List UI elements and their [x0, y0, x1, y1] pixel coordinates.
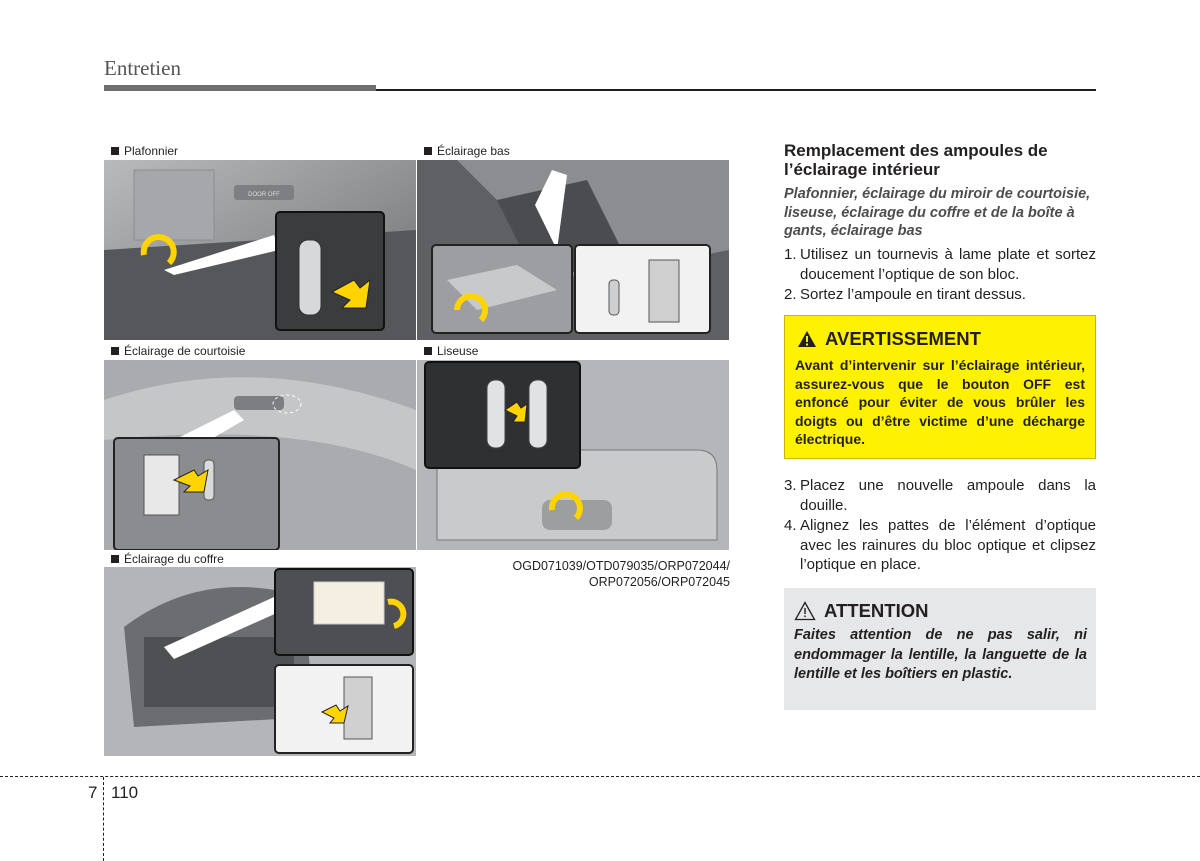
step-1: 1. Utilisez un tournevis à lame plate et sortez doucement l’optique de son bloc. [784, 246, 1096, 283]
figure-label-liseuse: Liseuse [424, 344, 478, 358]
attention-text: Faites attention de ne pas salir, ni endommager la lentille, la languette de la lentille et les boîtiers en plastic. [794, 627, 1087, 682]
section-subtitle: Plafonnier, éclairage du miroir de courtoisie, liseuse, éclairage du coffre et de la boîte à gants, éclairage bas [784, 186, 1091, 239]
step-3: 3. Placez une nouvelle ampoule dans la douille. [784, 477, 1096, 514]
figure-label-courtoisie: Éclairage de courtoisie [111, 344, 245, 358]
attention-box [784, 588, 1096, 710]
section-title: Remplacement des ampoules de l’éclairage intérieur [784, 141, 1048, 179]
figure-label-coffre: Éclairage du coffre [111, 552, 224, 566]
warning-triangle-icon [797, 330, 817, 348]
footer-dashed-divider [103, 777, 104, 861]
page-header-title: Entretien [104, 56, 181, 80]
figure-caption: OGD071039/OTD079035/ORP072044/ ORP072056/ORP072045 [512, 559, 730, 589]
header-rule-thin [376, 89, 1096, 91]
photo-coffre [104, 567, 416, 756]
step-2: 2. Sortez l’ampoule en tirant dessus. [784, 286, 1026, 303]
figure-label-eclairage-bas: Éclairage bas [424, 144, 510, 158]
warning-box [784, 315, 1096, 459]
photo-courtoisie [104, 360, 416, 550]
photo-liseuse [417, 360, 729, 550]
photo-eclairage-bas [417, 160, 729, 340]
step-4: 4. Alignez les pattes de l’élément d’optique avec les rainures du bloc optique et clipsez l’optique en place. [784, 517, 1096, 573]
warning-heading: AVERTISSEMENT [797, 328, 981, 350]
attention-heading: ATTENTION [794, 600, 928, 622]
door-off-sticker: DOOR OFF [248, 192, 280, 198]
caution-triangle-icon [794, 601, 816, 621]
figure-label-plafonnier: Plafonnier [111, 144, 178, 158]
chapter-number: 7 [88, 783, 98, 802]
page-number: 110 [111, 783, 139, 802]
header-rule-thick [104, 85, 376, 91]
footer-dashed-rule [0, 776, 1200, 777]
warning-text: Avant d’intervenir sur l’éclairage intérieur, assurez-vous que le bouton OFF est enfoncé pour éviter de vous brûler les doigts ou d’être victime d’une décharge électrique. [795, 357, 1085, 447]
photo-plafonnier [104, 160, 416, 340]
